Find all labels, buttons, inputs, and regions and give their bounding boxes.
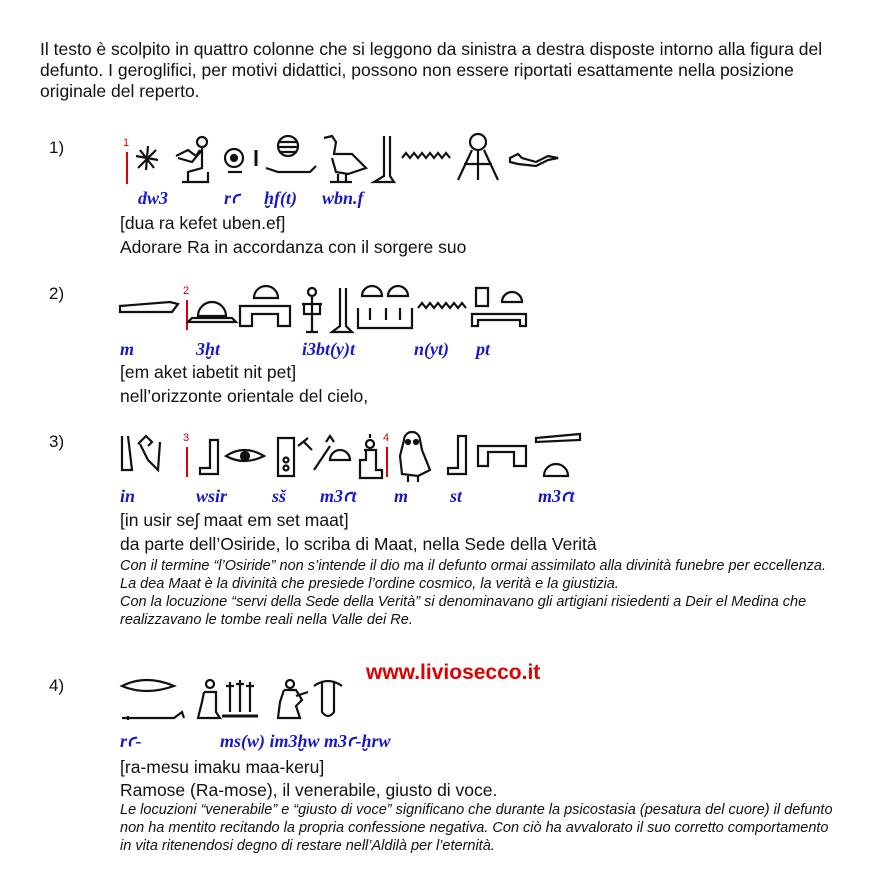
note-line: La dea Maat è la divinità che presiede l’ordine cosmico, la verità e la giustizia.: [120, 576, 619, 592]
note-line: Con la locuzione “servi della Sede della Verità” si denominavano gli artigiani risiedenti a Deir el Medina che realizzavano le tombe reali nella Valle dei Re.: [120, 594, 807, 628]
hieroglyph-row-2: [118, 282, 538, 338]
water-glyph: [402, 153, 450, 158]
seated-goddess-glyph: [360, 434, 382, 478]
sky-glyph: [472, 314, 526, 326]
pronunciation-1: [dua ra kefet uben.ef]: [120, 213, 286, 233]
translit-3-4: m3ꜥt: [320, 486, 357, 506]
hieroglyph-row-4: [118, 672, 358, 728]
hieroglyph-row-1: [118, 128, 568, 190]
section-2-number: 2): [49, 284, 65, 303]
sickle-glyph: [330, 450, 350, 460]
plinth-glyph: [536, 434, 580, 442]
note-line: Con il termine “l’Osiride” non s’intende il dio ma il defunto ormai assimilato alla divinità funebre per eccellenza.: [120, 558, 827, 574]
recumbent-figure-glyph: [122, 712, 184, 720]
translit-3-7: m3ꜥt: [538, 486, 575, 506]
translit-1-4: wbn.f: [322, 188, 364, 208]
seated-scribe-glyph: [278, 680, 308, 718]
column-marker-1: 1: [123, 137, 130, 149]
loaf-glyph: [544, 464, 568, 476]
note-4: [120, 801, 840, 855]
translation-3: da parte dell’Osiride, lo scriba di Maat, nella Sede della Verità: [120, 534, 597, 554]
translit-3-1: in: [120, 486, 136, 506]
eye-glyph: [226, 450, 264, 461]
translation-4: Ramose (Ra-mose), il venerabile, giusto di voce.: [120, 780, 498, 800]
maat-glyph: [314, 681, 342, 716]
water-glyph: [418, 303, 466, 308]
bird-glyph: [324, 136, 366, 182]
east-sign-glyph: [302, 288, 322, 332]
owl-glyph: [400, 432, 430, 482]
adoring-man-glyph: [176, 137, 208, 182]
translit-2-3: i3bt(y)t: [302, 339, 355, 359]
leg-glyph: [374, 136, 394, 182]
column-marker-2: 2: [183, 285, 190, 297]
section-4-number: 4): [49, 676, 65, 695]
palette-glyph: [278, 438, 312, 476]
semicircle-glyph: [240, 286, 290, 326]
three-skins-glyph: [222, 680, 258, 716]
mouth-glyph: [122, 680, 174, 691]
translit-2-4: n(yt): [414, 339, 449, 359]
translit-3-6: st: [450, 486, 463, 506]
translit-3-2: wsir: [196, 486, 228, 506]
translit-2-1: m: [120, 339, 135, 359]
translit-3-5: m: [394, 486, 409, 506]
owl-slab-glyph: [120, 302, 178, 312]
translit-2-5: pt: [476, 339, 491, 359]
translation-1: Adorare Ra in accordanza con il sorgere suo: [120, 237, 467, 257]
pronunciation-3: [in usir seʃ maat em set maat]: [120, 510, 349, 530]
translation-2: nell’orizzonte orientale del cielo,: [120, 386, 369, 406]
translit-3-3: sš: [272, 486, 287, 506]
viper-glyph: [510, 154, 558, 166]
translit-4-2: ms(w) im3ḫw m3ꜥ-ḫrw: [220, 731, 391, 751]
column-marker-4: 4: [383, 432, 390, 444]
translit-2-2: 3ḫt: [196, 339, 221, 359]
seat-glyph: [200, 440, 218, 474]
sun-rays-glyph: [458, 134, 498, 180]
seated-god-glyph: [198, 680, 220, 718]
lotus-stem-glyph: [314, 436, 334, 470]
pillar-glyph: [476, 288, 488, 306]
intro-paragraph: Il testo è scolpito in quattro colonne che si leggono da sinistra a destra disposte intorno alla figura del defunto. I geroglifici, per motivi didattici, possono non essere riportati esattamente nella posizione originale del reperto.: [40, 39, 823, 101]
note-3: [120, 557, 840, 629]
column-marker-3: 3: [183, 432, 190, 444]
section-3-number: 3): [49, 432, 65, 451]
seat-glyph: [448, 436, 466, 474]
disc-glyph: [266, 136, 316, 172]
translit-1-2: rꜥ: [224, 188, 240, 208]
translit-1-3: ḫf(t): [264, 188, 297, 208]
pronunciation-4: [ra-mesu imaku maa-keru]: [120, 757, 325, 777]
translit-1-1: dw3: [138, 188, 169, 208]
pronunciation-2: [em aket iabetit nit pet]: [120, 362, 297, 382]
placenta-glyph: [225, 149, 256, 172]
leg-glyph: [332, 288, 352, 332]
reed-arm-glyph: [122, 436, 160, 470]
website-link[interactable]: www.liviosecco.it: [366, 661, 541, 684]
star-glyph: [136, 146, 158, 170]
translit-4-1: rꜥ-: [120, 731, 142, 751]
loaf-glyph: [502, 292, 522, 302]
section-1-number: 1): [49, 138, 65, 157]
platform-glyph: [478, 446, 526, 466]
horizon-glyph: [188, 302, 236, 322]
loaf-pair-glyph: [358, 286, 412, 328]
hieroglyph-row-3: [118, 430, 598, 486]
note-line: Le locuzioni “venerabile” e “giusto di voce” significano che durante la psicostasia (pesatura del cuore) il defunto non ha mentito recitando la propria confessione negativa. Con ciò ha avvalorato il suo corretto comportamento in vita ritenendosi degno di restare nell’Aldilà per l’eternità.: [120, 802, 833, 854]
